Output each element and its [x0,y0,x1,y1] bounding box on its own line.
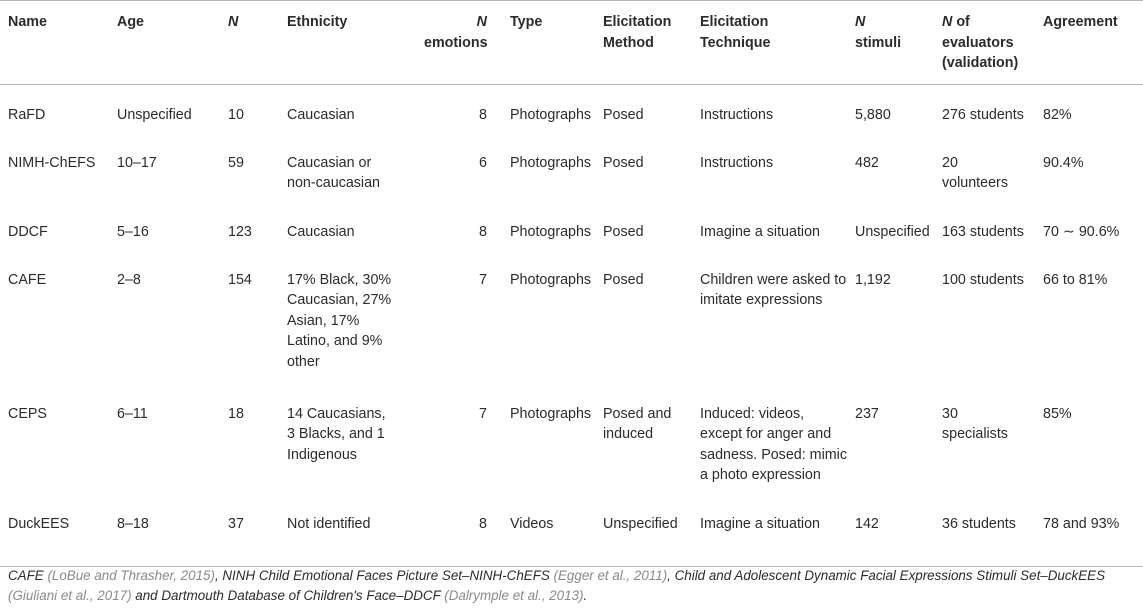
cell-type: Photographs [510,271,592,288]
header-n-emotions: N emotions [424,1,501,85]
table-row [0,404,1143,514]
cell-agreement: 90.4% [1043,154,1084,171]
cell-emotions: 8 [479,223,487,240]
header-elicitation-technique: Elicitation Technique [700,1,855,85]
table-footnote: CAFE (LoBue and Thrasher, 2015), NINH Child Emotional Faces Picture Set–NINH-ChEFS (Egger et al., 2011), Child and Adolescent Dynamic Facial Expressions Stimuli Set–DuckEES (Giuliani et al., 2017) and Dartmouth Database of Children's Face–DDCF (Dalrymple et al., 2013). [8,568,1106,603]
cell-n: 123 [228,223,252,240]
header-n-stimuli: N stimuli [855,1,942,85]
cell-method: Unspecified [603,514,700,567]
cell-evaluators: 30 specialists [942,405,1008,442]
cell-type: Photographs [510,223,592,240]
cell-age: Unspecified [117,106,192,123]
cell-ethnicity: Caucasian [287,106,355,123]
citation-link[interactable]: (Dalrymple et al., 2013) [444,588,584,603]
header-elicitation-method: Elicitation Method [603,1,700,85]
cell-name: RaFD [8,106,46,123]
cell-age: 2–8 [117,271,141,288]
header-n-evaluators: N of evaluators (validation) [942,1,1043,85]
header-ethnicity: Ethnicity [287,1,424,85]
cell-type: Videos [501,514,603,567]
cell-name: NIMH-ChEFS [8,154,96,171]
cell-type: Photographs [510,106,592,123]
cell-method: Posed [603,271,644,288]
cell-age: 5–16 [117,223,149,240]
cell-stimuli: 1,192 [855,271,891,288]
cell-n: 18 [228,405,244,422]
table-row [0,222,1143,270]
cell-ethnicity: 14 Caucasians, 3 Blacks, and 1 Indigenous [287,405,386,463]
cell-age: 8–18 [117,514,228,567]
cell-evaluators: 163 students [942,223,1024,240]
cell-type: Photographs [510,405,592,422]
cell-evaluators: 100 students [942,271,1024,288]
header-n: N [228,1,287,85]
cell-emotions: 7 [479,271,487,288]
cell-agreement: 66 to 81% [1043,271,1108,288]
cell-age: 6–11 [117,405,148,422]
cell-technique: Imagine a situation [700,514,855,567]
cell-stimuli: 237 [855,405,879,422]
cell-stimuli: 482 [855,154,879,171]
cell-agreement: 70 ∼ 90.6% [1043,223,1120,240]
cell-stimuli: Unspecified [855,223,930,240]
cell-method: Posed [603,223,644,240]
cell-n: 59 [228,154,244,171]
cell-name: CEPS [8,405,47,422]
table-row [0,514,1143,567]
header-age: Age [117,1,228,85]
cell-technique: Instructions [700,106,774,123]
header-row [0,1,1143,85]
citation-link[interactable]: (Giuliani et al., 2017) [8,588,132,603]
cell-technique: Induced: videos, except for anger and sadness. Posed: mimic a photo expression [700,405,847,483]
cell-evaluators: 36 students [942,514,1043,567]
cell-name: DuckEES [0,514,117,567]
cell-agreement: 82% [1043,106,1072,123]
header-agreement: Agreement [1043,1,1143,85]
citation-link[interactable]: (LoBue and Thrasher, 2015) [47,568,215,583]
cell-name: DDCF [8,223,48,240]
cell-evaluators: 276 students [942,106,1024,123]
cell-emotions: 8 [479,106,487,123]
cell-ethnicity: 17% Black, 30% Caucasian, 27% Asian, 17% Latino, and 9% other [287,271,392,370]
cell-agreement: 78 and 93% [1043,514,1143,567]
cell-emotions: 8 [424,514,501,567]
cell-method: Posed and induced [603,405,672,442]
cell-stimuli: 142 [855,514,942,567]
cell-emotions: 6 [479,154,487,171]
cell-stimuli: 5,880 [855,106,891,123]
cell-ethnicity: Caucasian or non-caucasian [287,154,380,191]
cell-emotions: 7 [479,405,487,422]
cell-agreement: 85% [1043,405,1072,422]
cell-method: Posed [603,106,644,123]
cell-technique: Instructions [700,154,774,171]
table-row [0,153,1143,222]
cell-ethnicity: Not identified [287,514,424,567]
cell-n: 154 [228,271,252,288]
cell-n: 10 [228,106,244,123]
cell-method: Posed [603,154,644,171]
cell-type: Photographs [510,154,592,171]
cell-age: 10–17 [117,154,157,171]
header-name: Name [0,1,117,85]
table-row [0,84,1143,153]
header-type: Type [501,1,603,85]
cell-evaluators: 20 volunteers [942,154,1008,191]
citation-link[interactable]: (Egger et al., 2011) [553,568,668,583]
cell-technique: Children were asked to imitate expressions [700,271,847,308]
cell-n: 37 [228,514,287,567]
cell-technique: Imagine a situation [700,223,821,240]
cell-name: CAFE [8,271,47,288]
cell-ethnicity: Caucasian [287,223,355,240]
table-row [0,270,1143,404]
